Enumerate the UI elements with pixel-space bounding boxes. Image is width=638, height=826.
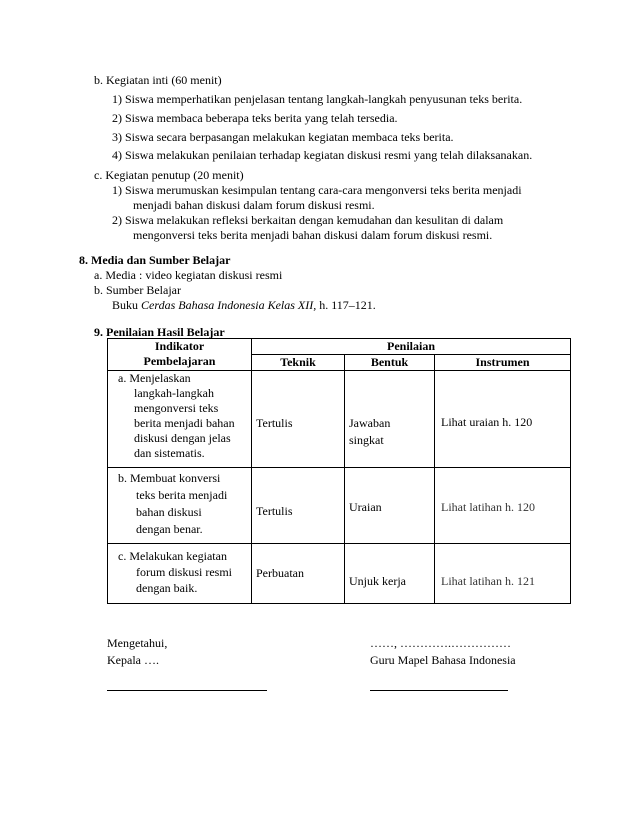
signature-line-left bbox=[107, 690, 267, 691]
teknik-cell bbox=[252, 544, 345, 604]
kegiatan-inti-item-2: 2) Siswa membaca beberapa teks berita yang telah tersedia. bbox=[112, 111, 398, 125]
indikator-line: dengan baik. bbox=[136, 581, 198, 595]
indikator-cell bbox=[108, 468, 252, 544]
teknik-value: Tertulis bbox=[256, 416, 293, 430]
kepala-label: Kepala …. bbox=[107, 653, 159, 667]
indikator-line: dengan benar. bbox=[136, 522, 203, 536]
indikator-line: bahan diskusi bbox=[136, 505, 202, 519]
kegiatan-penutup-item-1-line-1: 1) Siswa merumuskan kesimpulan tentang cara-cara mengonversi teks berita menjadi bbox=[112, 183, 522, 197]
kegiatan-penutup-item-1-line-2: menjadi bahan diskusi dalam forum diskusi resmi. bbox=[133, 198, 375, 212]
table-row bbox=[108, 468, 571, 544]
header-indikator-line-2: Pembelajaran bbox=[143, 354, 216, 368]
buku-prefix: Buku bbox=[112, 298, 142, 312]
header-penilaian: Penilaian bbox=[252, 339, 571, 355]
instrumen-value: Lihat uraian h. 120 bbox=[441, 415, 533, 429]
header-teknik: Teknik bbox=[252, 355, 345, 371]
indikator-line: langkah-langkah bbox=[134, 386, 214, 400]
indikator-cell bbox=[108, 371, 252, 468]
indikator-line: teks berita menjadi bbox=[136, 488, 228, 502]
indikator-cell bbox=[108, 544, 252, 604]
bentuk-cell bbox=[345, 544, 435, 604]
kegiatan-penutup-item-2-line-1: 2) Siswa melakukan refleksi berkaitan dengan kemudahan dan kesulitan di dalam bbox=[112, 213, 504, 227]
kegiatan-inti-heading: b. Kegiatan inti (60 menit) bbox=[94, 73, 222, 87]
bentuk-value: Jawaban bbox=[349, 416, 391, 430]
table-row bbox=[108, 371, 571, 468]
buku-pages: h. 117–121. bbox=[316, 298, 376, 312]
penilaian-table bbox=[107, 338, 571, 604]
instrumen-cell bbox=[435, 371, 571, 468]
header-bentuk: Bentuk bbox=[345, 355, 435, 371]
kegiatan-inti-item-4: 4) Siswa melakukan penilaian terhadap kegiatan diskusi resmi yang telah dilaksanakan. bbox=[112, 148, 533, 162]
bentuk-cell bbox=[345, 371, 435, 468]
teknik-value: Perbuatan bbox=[256, 566, 304, 580]
indikator-line: diskusi dengan jelas bbox=[134, 431, 231, 445]
indikator-line: mengonversi teks bbox=[134, 401, 219, 415]
kegiatan-inti-item-3: 3) Siswa secara berpasangan melakukan kegiatan membaca teks berita. bbox=[112, 130, 454, 144]
teknik-cell bbox=[252, 468, 345, 544]
buku-line bbox=[112, 298, 376, 312]
kegiatan-inti-item-1: 1) Siswa memperhatikan penjelasan tentang langkah-langkah penyusunan teks berita. bbox=[112, 92, 523, 106]
instrumen-value: Lihat latihan h. 121 bbox=[441, 574, 535, 588]
indikator-line: dan sistematis. bbox=[134, 446, 205, 460]
penilaian-heading: 9. Penilaian Hasil Belajar bbox=[94, 325, 225, 339]
bentuk-value: Unjuk kerja bbox=[349, 574, 406, 588]
teknik-cell bbox=[252, 371, 345, 468]
kegiatan-penutup-heading: c. Kegiatan penutup (20 menit) bbox=[94, 168, 244, 182]
mengetahui-label: Mengetahui, bbox=[107, 636, 168, 650]
teknik-value: Tertulis bbox=[256, 504, 293, 518]
header-indikator bbox=[108, 339, 252, 371]
media-line: a. Media : video kegiatan diskusi resmi bbox=[94, 268, 283, 282]
instrumen-value: Lihat latihan h. 120 bbox=[441, 500, 535, 514]
sumber-belajar-line: b. Sumber Belajar bbox=[94, 283, 181, 297]
indikator-line: b. Membuat konversi bbox=[118, 471, 221, 485]
indikator-line: forum diskusi resmi bbox=[136, 565, 232, 579]
instrumen-cell bbox=[435, 544, 571, 604]
indikator-line: a. Menjelaskan bbox=[118, 371, 191, 385]
instrumen-cell bbox=[435, 468, 571, 544]
bentuk-value-2: singkat bbox=[349, 433, 384, 447]
indikator-line: c. Melakukan kegiatan bbox=[118, 549, 227, 563]
buku-title: Cerdas Bahasa Indonesia Kelas XII, bbox=[141, 298, 317, 312]
indikator-line: berita menjadi bahan bbox=[134, 416, 235, 430]
bentuk-value: Uraian bbox=[349, 500, 382, 514]
media-sumber-heading: 8. Media dan Sumber Belajar bbox=[79, 253, 231, 267]
header-indikator-line-1: Indikator bbox=[154, 339, 205, 353]
place-date-line: ……, ………….…………… bbox=[370, 636, 511, 650]
guru-mapel-label: Guru Mapel Bahasa Indonesia bbox=[370, 653, 516, 667]
table-row bbox=[108, 544, 571, 604]
kegiatan-penutup-item-2-line-2: mengonversi teks berita menjadi bahan diskusi dalam forum diskusi resmi. bbox=[133, 228, 493, 242]
header-instrumen: Instrumen bbox=[435, 355, 571, 371]
signature-line-right bbox=[370, 690, 508, 691]
bentuk-cell bbox=[345, 468, 435, 544]
